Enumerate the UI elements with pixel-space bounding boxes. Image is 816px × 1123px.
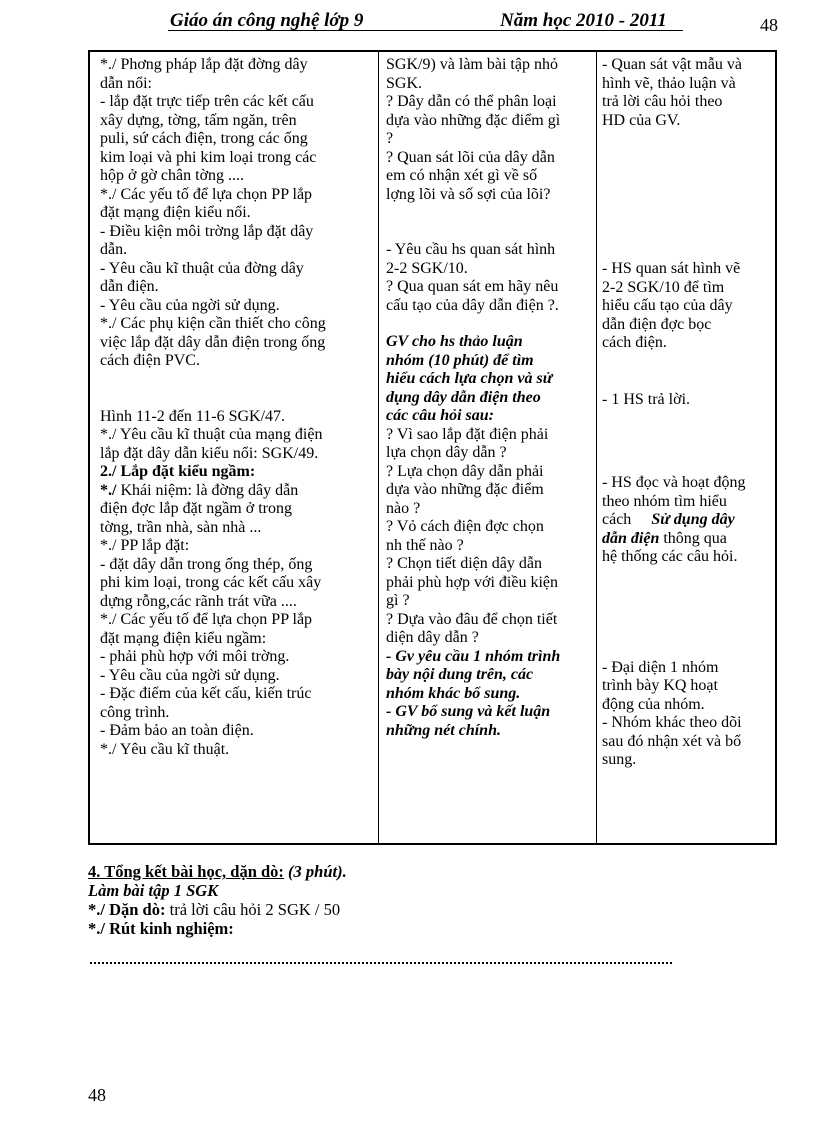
student-line: - HS quan sát hình vẽ (602, 260, 741, 277)
content-line: hộp ở gờ chân tờng .... (100, 167, 245, 184)
question-line: gì ? (386, 592, 410, 609)
student-line: cách điện. (602, 334, 667, 351)
content-line: *./ Phơng pháp lắp đặt đờng dây (100, 56, 308, 73)
homework-line: Làm bài tập 1 SGK (88, 881, 219, 900)
content-line: - phải phù hợp với môi trờng. (100, 648, 290, 665)
student-line: hiểu cấu tạo của dây (602, 297, 733, 314)
content-line: việc lắp đặt dây dẫn điện trong ống (100, 333, 326, 351)
lesson-table (88, 50, 777, 845)
closing-line: những nét chính. (386, 721, 501, 739)
student-line: - Đại diện 1 nhóm (602, 658, 719, 676)
content-line: - đặt dây dẫn trong ống thép, ống (100, 555, 313, 573)
student-line: - Nhóm khác theo dõi (602, 714, 742, 731)
content-line: lắp đặt dây dẫn kiểu nổi: SGK/49. (100, 444, 319, 462)
student-line: hình vẽ, thảo luận và (602, 74, 736, 92)
discussion-line: các câu hỏi sau: (386, 407, 494, 424)
teacher-line: cấu tạo của dây dẫn điện ?. (386, 296, 559, 314)
question-line: ? Dựa vào đâu để chọn tiết (386, 610, 558, 628)
header-subject: Giáo án công nghệ lớp 9 (170, 10, 364, 30)
teacher-line: 2-2 SGK/10. (386, 259, 468, 277)
student-figure-block (602, 260, 772, 353)
student-line: 2-2 SGK/10 để tìm (602, 278, 725, 296)
student-line: trả lời câu hỏi theo (602, 93, 723, 110)
header-page-number: 48 (760, 15, 778, 35)
question-line: ? Chọn tiết diện dây dẫn (386, 555, 542, 572)
content-line: đặt mạng điện kiểu nổi. (100, 204, 251, 221)
footer-page-number: 48 (88, 1085, 106, 1105)
question-line: nào ? (386, 499, 421, 517)
question-line: ? Vì sao lắp đặt điện phải (386, 425, 549, 443)
content-line: dẫn nổi: (100, 74, 152, 92)
figure-reference-section (100, 408, 375, 464)
column-divider (378, 52, 379, 843)
surface-wiring-section (100, 56, 375, 371)
student-presentation-block (602, 659, 772, 770)
content-line: đặt mạng điện kiểu ngầm: (100, 629, 267, 647)
content-line: - lắp đặt trực tiếp trên các kết cấu (100, 93, 314, 110)
student-line: - Quan sát vật mẫu và (602, 56, 742, 73)
instructions-line: *./ Dặn dò: trả lời câu hỏi 2 SGK / 50 (88, 900, 341, 919)
student-group-work-line: hệ thống các câu hỏi. (602, 548, 738, 565)
header-underline (168, 30, 683, 31)
observation-task-block (386, 241, 588, 315)
student-line: - 1 HS trả lời. (602, 390, 691, 408)
discussion-line: GV cho hs thảo luận (386, 333, 523, 350)
content-line: dẫn điện. (100, 278, 159, 295)
content-line: dựng rỗng,các rãnh trát vữa .... (100, 592, 297, 610)
student-group-work-line: dẫn điện thông qua (602, 529, 727, 547)
question-line: dựa vào những đặc điểm (386, 481, 544, 498)
student-line: sau đó nhận xét và bổ (602, 732, 742, 750)
content-line: *./ Yêu cầu kĩ thuật của mạng điện (100, 426, 323, 443)
student-line: sung. (602, 751, 637, 768)
question-line: ? Vỏ cách điện đợc chọn (386, 518, 544, 535)
content-line: công trình. (100, 703, 170, 721)
student-line: theo nhóm tìm hiểu (602, 492, 727, 510)
content-line: kim loại và phi kim loại trong các (100, 148, 317, 166)
content-line: - Điều kiện môi trờng lắp đặt dây (100, 222, 314, 240)
content-line: *./ Các phụ kiện cần thiết cho công (100, 315, 326, 332)
closing-line: nhóm khác bổ sung. (386, 684, 521, 702)
content-line: - Đặc điểm của kết cấu, kiến trúc (100, 685, 312, 702)
discussion-questions (386, 426, 588, 648)
discussion-line: nhóm (10 phút) để tìm (386, 351, 534, 369)
header-school-year: Năm học 2010 - 2011 (500, 10, 667, 30)
content-line: *./ Các yếu tố để lựa chọn PP lắp (100, 611, 313, 628)
content-column (100, 56, 375, 759)
content-line: xây dựng, tờng, tấm ngăn, trên (100, 111, 297, 129)
closing-line: - Gv yêu cầu 1 nhóm trình (386, 647, 561, 665)
content-line: - Đảm bảo an toàn điện. (100, 722, 254, 739)
question-line: ? Lựa chọn dây dẫn phải (386, 462, 544, 480)
student-group-work-line: cách Sử dụng dây (602, 511, 735, 528)
concept-line: *./ Khái niệm: là đờng dây dẫn (100, 481, 299, 499)
teacher-line: dựa vào những đặc điểm gì (386, 111, 561, 129)
discussion-line: dụng dây dẫn điện theo (386, 388, 541, 406)
question-line: lựa chọn dây dẫn ? (386, 444, 507, 461)
student-line: động của nhóm. (602, 695, 705, 713)
content-line: - Yêu cầu của ngời sử dụng. (100, 296, 280, 314)
closing-instruction (386, 648, 588, 741)
teacher-line: SGK/9) và làm bài tập nhỏ (386, 56, 558, 73)
student-group-work-block (602, 474, 772, 511)
content-line: *./ PP lắp đặt: (100, 537, 190, 554)
content-line: dẫn. (100, 241, 128, 258)
lessons-learned-line: *./ Rút kinh nghiệm: (88, 919, 234, 938)
teacher-line: ? Dây dẫn có thể phân loại (386, 93, 557, 110)
content-line: - Yêu cầu kĩ thuật của đờng dây (100, 259, 304, 277)
concealed-wiring-section (100, 500, 375, 759)
column-divider (596, 52, 597, 843)
teacher-line: ? Qua quan sát em hãy nêu (386, 278, 559, 295)
content-line: tờng, trần nhà, sàn nhà ... (100, 518, 262, 536)
teacher-line: - Yêu cầu hs quan sát hình (386, 241, 556, 258)
closing-line: - GV bổ sung và kết luận (386, 703, 551, 720)
student-observe-block (602, 56, 772, 130)
dotted-writing-line (90, 962, 672, 964)
discussion-line: hiểu cách lựa chọn và sử (386, 370, 553, 387)
teacher-line: lợng lõi và số sợi của lõi? (386, 185, 551, 203)
student-line: HD của GV. (602, 111, 681, 129)
question-line: diện dây dẫn ? (386, 629, 479, 646)
content-line: - Yêu cầu của ngời sử dụng. (100, 666, 280, 684)
content-line: puli, sứ cách điện, trong các ống (100, 130, 308, 147)
teacher-line: em có nhận xét gì về số (386, 167, 538, 184)
group-discussion-instruction (386, 333, 588, 426)
summary-heading-line: 4. Tổng kết bài học, dặn dò: (3 phút). (88, 862, 347, 881)
student-line: dẫn điện đợc bọc (602, 315, 712, 333)
content-line: *./ Các yếu tố để lựa chọn PP lắp (100, 185, 313, 203)
teacher-line: ? Quan sát lõi của dây dẫn (386, 148, 555, 166)
content-line: *./ Yêu cầu kĩ thuật. (100, 740, 230, 758)
teacher-questions-block (386, 56, 588, 204)
content-line: cách điện PVC. (100, 352, 200, 369)
question-line: nh thế nào ? (386, 536, 464, 554)
teacher-activity-column (386, 56, 588, 740)
lesson-summary-section (88, 862, 728, 938)
content-line: điện đợc lắp đặt ngầm ở trong (100, 500, 292, 517)
closing-line: bày nội dung trên, các (386, 666, 534, 683)
content-line: Hình 11-2 đến 11-6 SGK/47. (100, 407, 286, 425)
student-activity-column (602, 56, 772, 770)
content-line: phi kim loại, trong các kết cấu xây (100, 574, 322, 591)
student-answer-block (602, 391, 772, 410)
question-line: phải phù hợp với điều kiện (386, 573, 559, 591)
student-line: trình bày KQ hoạt (602, 677, 718, 694)
teacher-line: ? (386, 130, 394, 147)
student-line: - HS đọc và hoạt động (602, 474, 746, 491)
concealed-wiring-heading: 2./ Lắp đặt kiểu ngầm: (100, 463, 256, 480)
teacher-line: SGK. (386, 74, 423, 92)
